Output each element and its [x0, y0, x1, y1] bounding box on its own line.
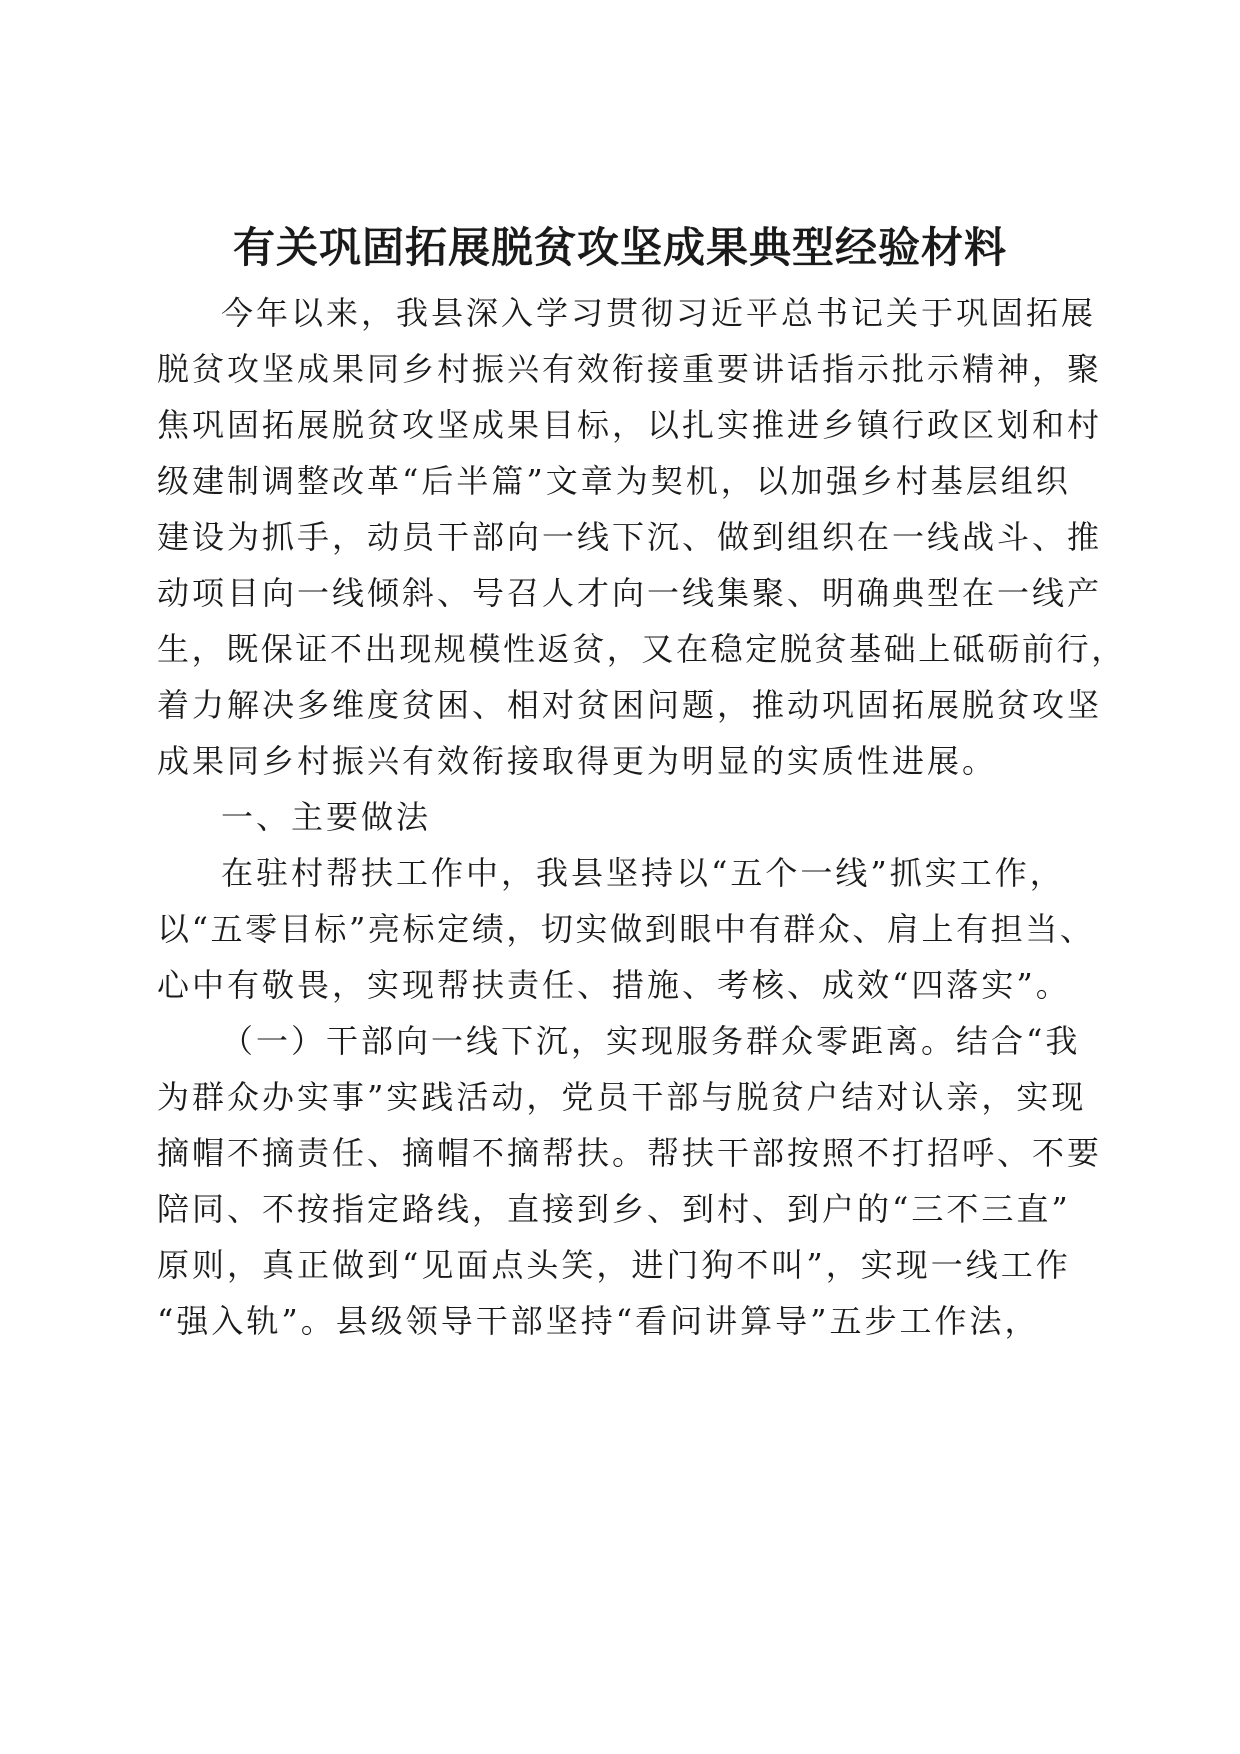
paragraph-line: 以“五零目标”亮标定绩，切实做到眼中有群众、肩上有担当、: [157, 910, 1095, 948]
paragraph-line: 今年以来，我县深入学习贯彻习近平总书记关于巩固拓展: [221, 294, 1097, 332]
paragraph-line: 在驻村帮扶工作中，我县坚持以“五个一线”抓实工作，: [221, 854, 1065, 892]
paragraph-line: 为群众办实事”实践活动，党员干部与脱贫户结对认亲，实现: [157, 1078, 1087, 1116]
paragraph-line: 原则，真正做到“见面点头笑，进门狗不叫”，实现一线工作: [157, 1246, 1071, 1284]
paragraph-line: 摘帽不摘责任、摘帽不摘帮扶。帮扶干部按照不打招呼、不要: [157, 1134, 1103, 1172]
paragraph-line: 动项目向一线倾斜、号召人才向一线集聚、明确典型在一线产: [157, 574, 1103, 612]
paragraph-line: 焦巩固拓展脱贫攻坚成果目标，以扎实推进乡镇行政区划和村: [157, 406, 1103, 444]
paragraph-line: 脱贫攻坚成果同乡村振兴有效衔接重要讲话指示批示精神，聚: [157, 350, 1103, 388]
section-heading: 一、主要做法: [221, 798, 432, 836]
paragraph-line: “强入轨”。县级领导干部坚持“看问讲算导”五步工作法，: [157, 1302, 1040, 1340]
paragraph-line: 成果同乡村振兴有效衔接取得更为明显的实质性进展。: [157, 742, 998, 780]
subsection-line: （一）干部向一线下沉，实现服务群众零距离。结合“我: [221, 1022, 1081, 1060]
document-title: 有关巩固拓展脱贫攻坚成果典型经验材料: [232, 223, 1007, 272]
paragraph-line: 建设为抓手，动员干部向一线下沉、做到组织在一线战斗、推: [157, 518, 1103, 556]
paragraph-line: 心中有敬畏，实现帮扶责任、措施、考核、成效“四落实”。: [157, 966, 1071, 1004]
paragraph-line: 生，既保证不出现规模性返贫，又在稳定脱贫基础上砥砺前行，: [157, 630, 1126, 668]
paragraph-line: 级建制调整改革“后半篇”文章为契机，以加强乡村基层组织: [157, 462, 1071, 500]
paragraph-line: 陪同、不按指定路线，直接到乡、到村、到户的“三不三直”: [157, 1190, 1071, 1228]
paragraph-line: 着力解决多维度贫困、相对贫困问题，推动巩固拓展脱贫攻坚: [157, 686, 1103, 724]
